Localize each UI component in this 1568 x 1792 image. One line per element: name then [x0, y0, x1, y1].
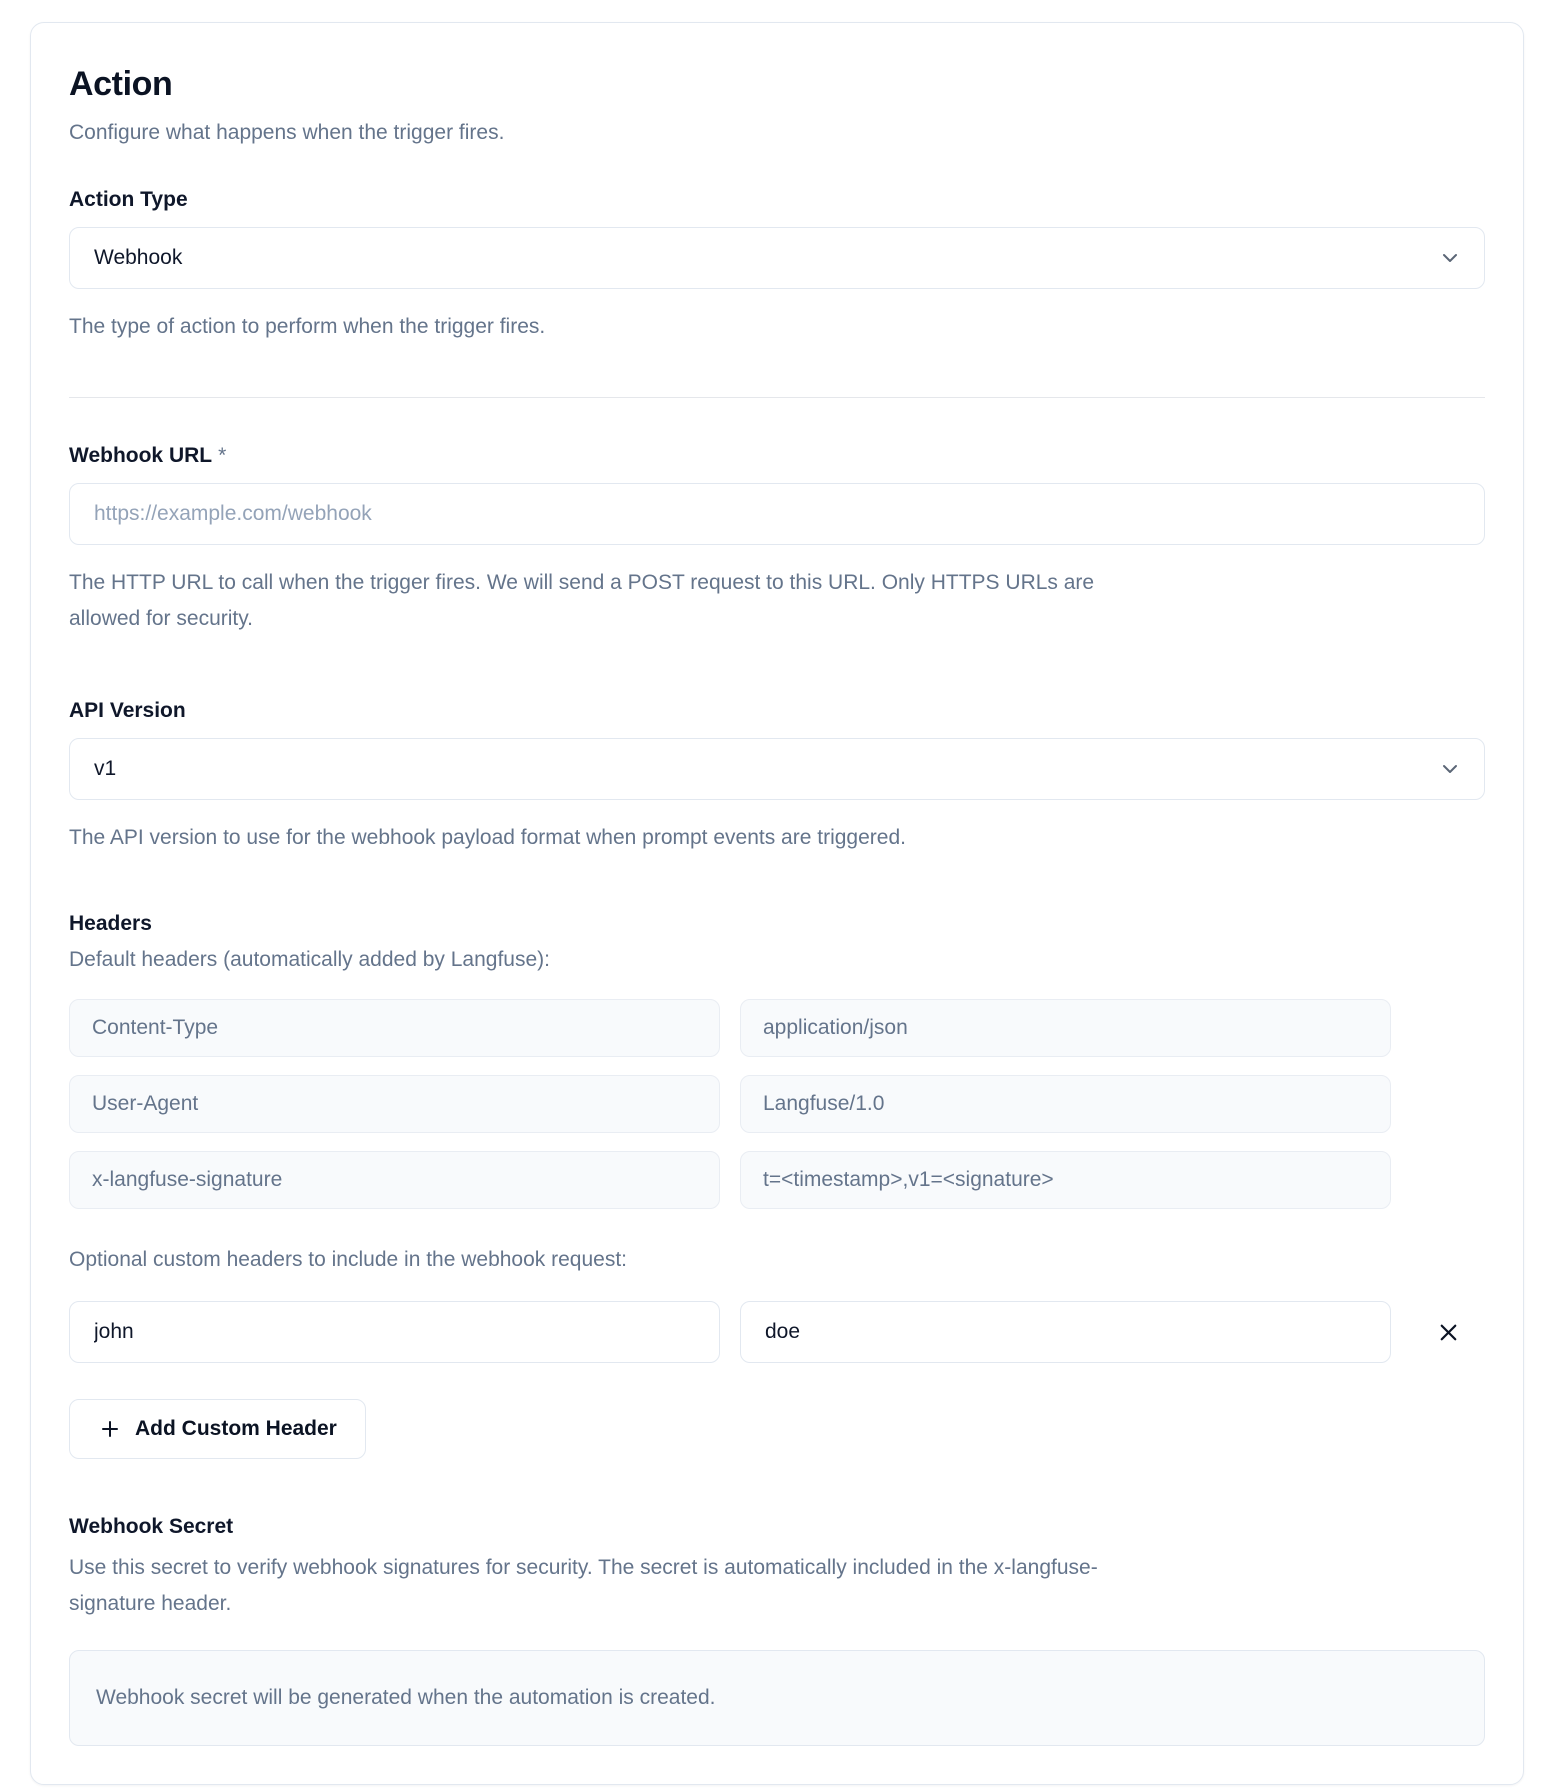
- custom-headers-caption: Optional custom headers to include in the webhook request:: [69, 1248, 628, 1271]
- api-version-label: API Version: [69, 699, 186, 722]
- webhook-secret-desc-line1: Use this secret to verify webhook signatures for security. The secret is automatically included in the x-langfuse-: [69, 1556, 1098, 1579]
- webhook-url-label: [69, 442, 1485, 469]
- close-icon: [1435, 1319, 1462, 1346]
- remove-custom-header-button[interactable]: [1427, 1311, 1470, 1354]
- chevron-down-icon: [1438, 246, 1462, 270]
- action-type-help: The type of action to perform when the trigger fires.: [69, 315, 546, 338]
- webhook-url-input[interactable]: [69, 483, 1485, 545]
- webhook-secret-description: [69, 1550, 1485, 1622]
- webhook-secret-desc-line2: signature header.: [69, 1592, 232, 1615]
- page-subtitle: Configure what happens when the trigger fires.: [69, 121, 505, 144]
- action-type-label: Action Type: [69, 188, 188, 211]
- default-header-value-input: [740, 999, 1391, 1057]
- webhook-url-field: [69, 442, 1485, 637]
- default-headers-caption: Default headers (automatically added by Langfuse):: [69, 948, 550, 971]
- default-header-key-input: [69, 1151, 720, 1209]
- required-asterisk: *: [218, 444, 227, 467]
- action-type-field: [69, 186, 1485, 345]
- api-version-selected-value: v1: [94, 757, 117, 780]
- default-header-key-input: [69, 1075, 720, 1133]
- add-custom-header-label: Add Custom Header: [135, 1417, 337, 1440]
- action-type-selected-value: Webhook: [94, 246, 183, 269]
- webhook-secret-label: Webhook Secret: [69, 1515, 234, 1538]
- default-header-value-input: [740, 1075, 1391, 1133]
- webhook-secret-placeholder-text: Webhook secret will be generated when the automation is created.: [96, 1686, 716, 1709]
- webhook-url-label-text: Webhook URL: [69, 444, 213, 467]
- headers-label: Headers: [69, 912, 152, 935]
- action-type-select[interactable]: [69, 227, 1485, 289]
- default-header-row: [69, 1075, 1485, 1133]
- plus-icon: [98, 1417, 122, 1441]
- custom-header-value-input[interactable]: [740, 1301, 1391, 1363]
- custom-header-key-input[interactable]: [69, 1301, 720, 1363]
- default-header-value-input: [740, 1151, 1391, 1209]
- webhook-secret-placeholder-box: [69, 1650, 1485, 1746]
- section-divider: [69, 397, 1485, 398]
- custom-header-row: [69, 1301, 1485, 1363]
- api-version-field: [69, 697, 1485, 856]
- webhook-url-help-line2: allowed for security.: [69, 607, 254, 630]
- api-version-help: The API version to use for the webhook payload format when prompt events are triggered.: [69, 826, 906, 849]
- api-version-select[interactable]: [69, 738, 1485, 800]
- webhook-url-help-line1: The HTTP URL to call when the trigger fires. We will send a POST request to this URL. Only HTTPS URLs are: [69, 571, 1095, 594]
- action-card: [30, 22, 1524, 1785]
- chevron-down-icon: [1438, 757, 1462, 781]
- webhook-url-help: [69, 565, 1485, 637]
- default-header-key-input: [69, 999, 720, 1057]
- default-header-row: [69, 999, 1485, 1057]
- default-header-row: [69, 1151, 1485, 1209]
- add-custom-header-button[interactable]: [69, 1399, 366, 1459]
- page-title: Action: [69, 65, 173, 103]
